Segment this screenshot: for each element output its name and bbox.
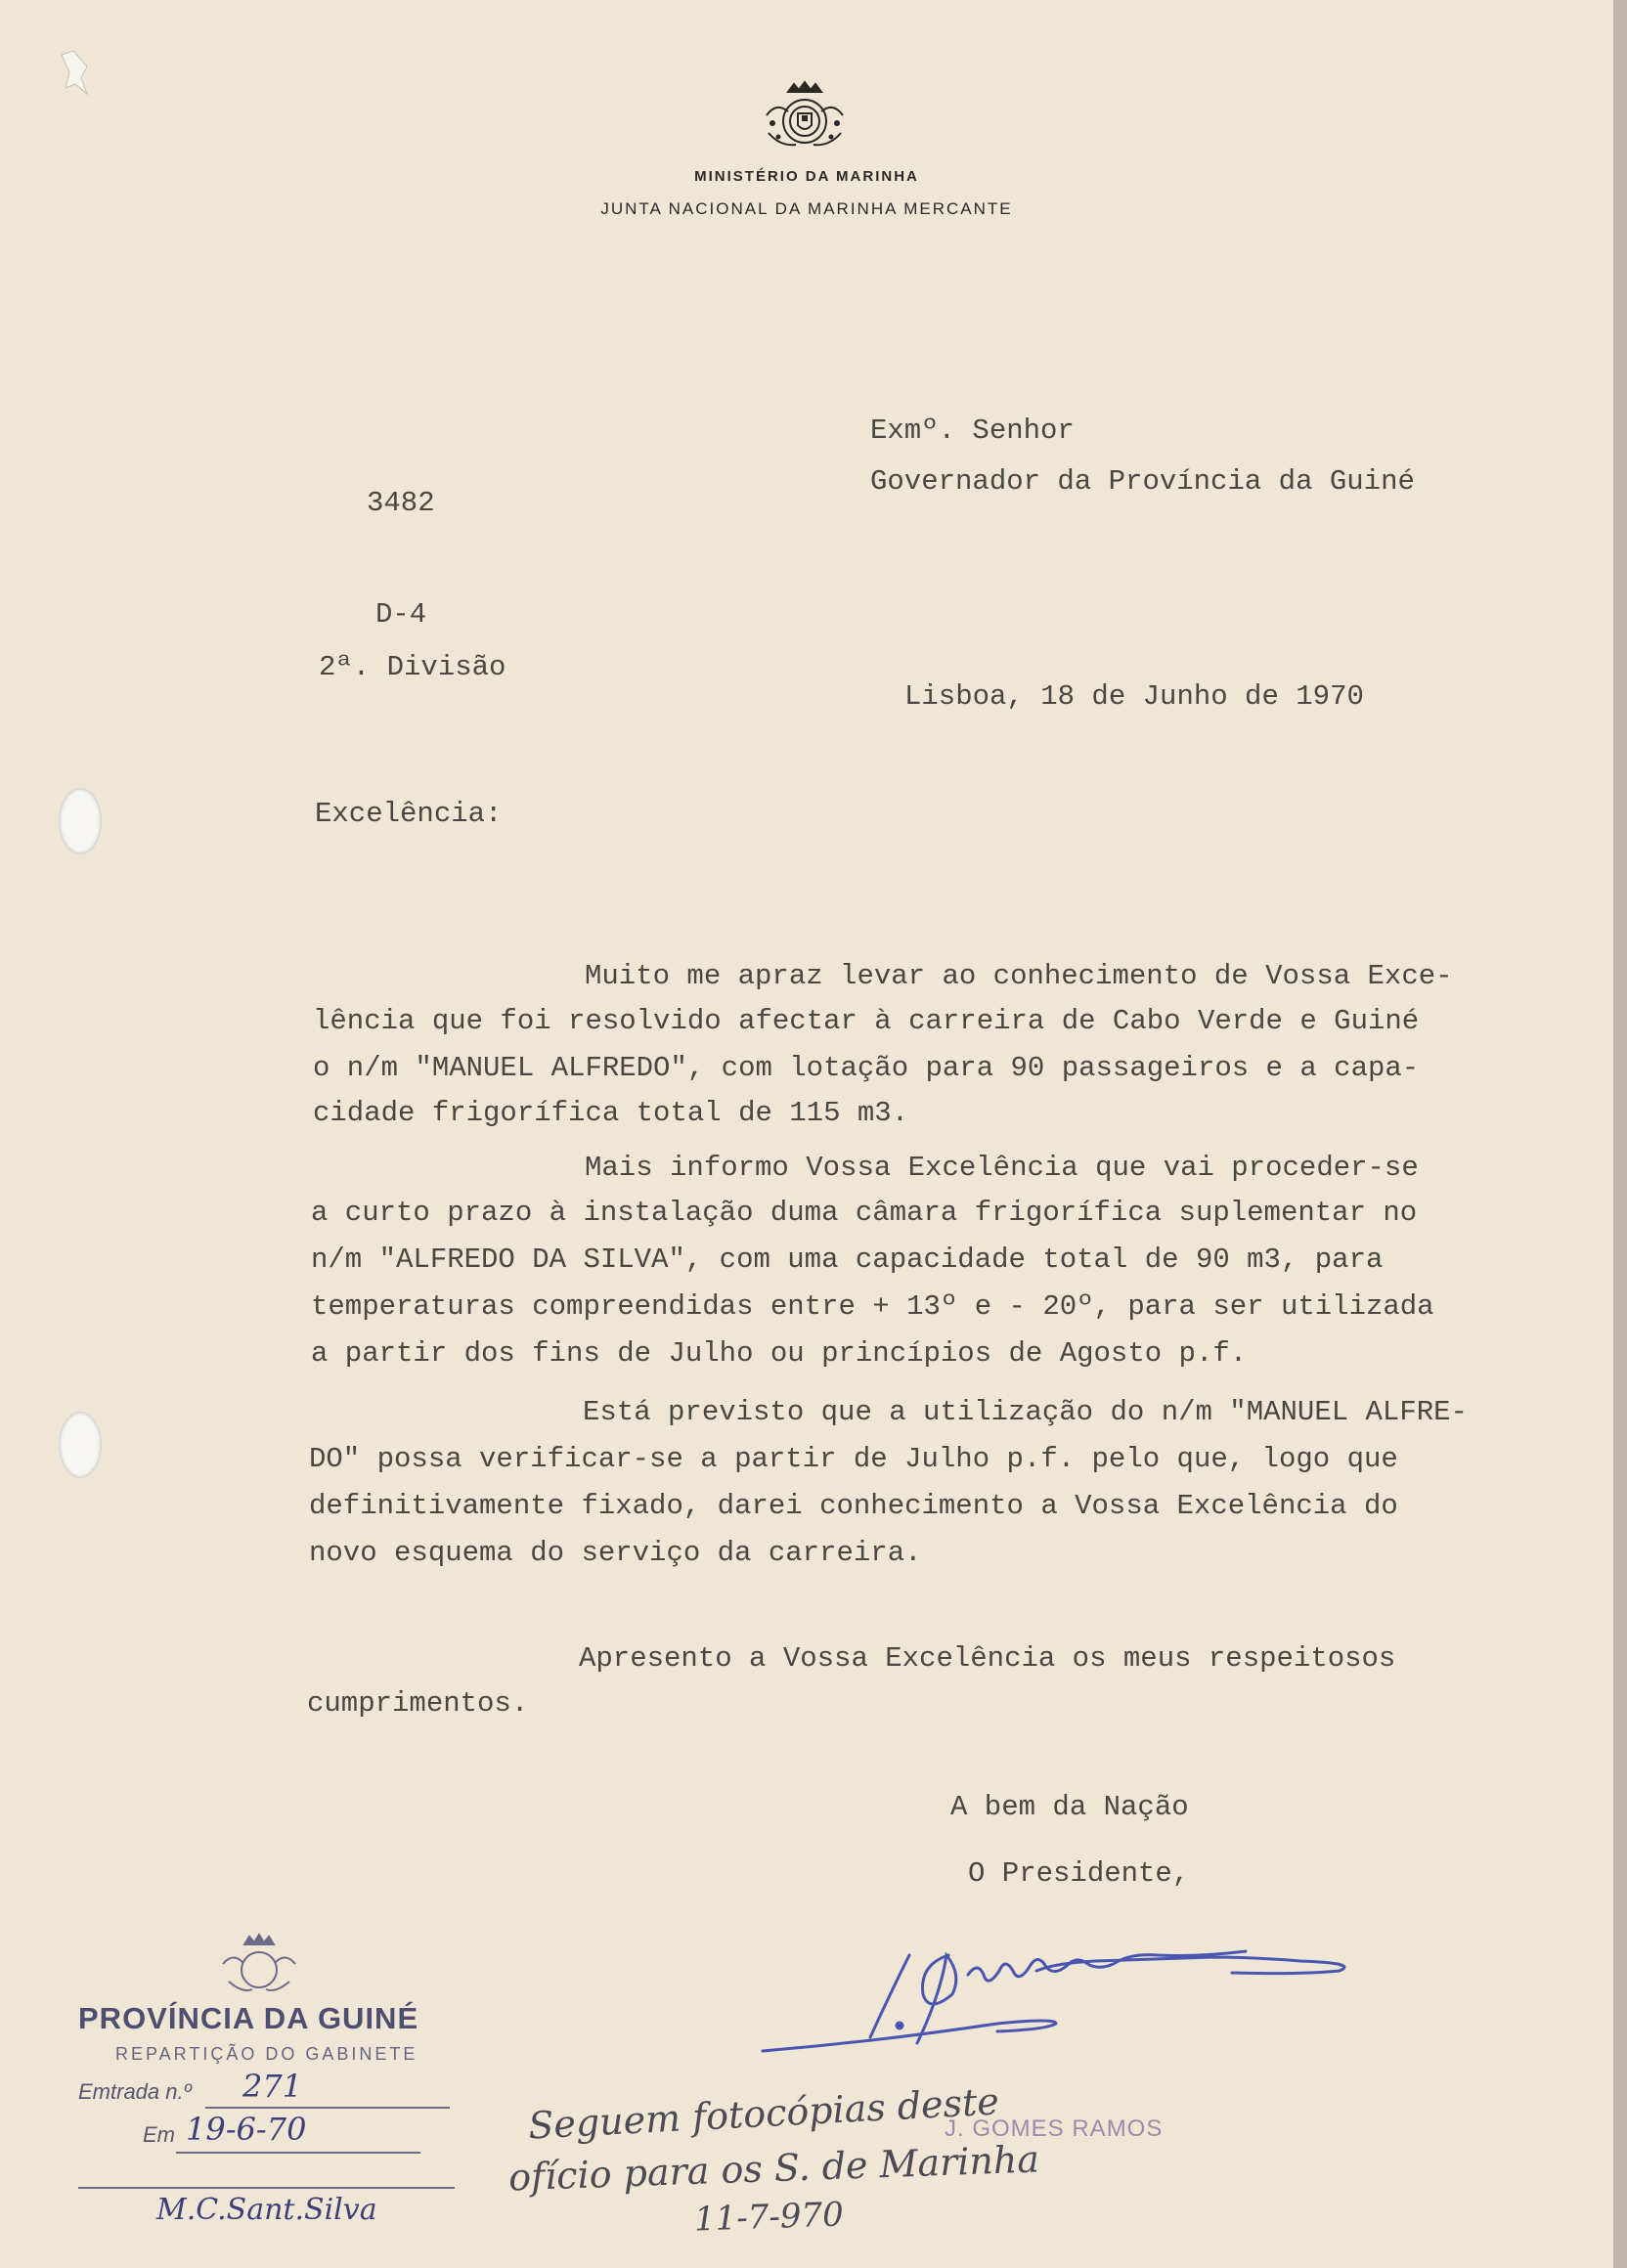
body-line: a partir dos fins de Julho ou princípios de Agosto p.f. (311, 1337, 1248, 1370)
stamp-entry-label: Emtrada n.º (78, 2079, 192, 2104)
body-line: Mais informo Vossa Excelência que vai proceder-se (585, 1152, 1419, 1184)
body-line: lência que foi resolvido afectar à carreira de Cabo Verde e Guiné (313, 1005, 1420, 1037)
place-date: Lisboa, 18 de Junho de 1970 (904, 680, 1364, 713)
stamp-divider (78, 2187, 455, 2189)
closing-line-1: Apresento a Vossa Excelência os meus respeitosos (579, 1642, 1396, 1675)
page-edge-shadow (1613, 0, 1627, 2268)
sign-off-line-2: O Presidente, (968, 1857, 1190, 1890)
punch-hole-top (59, 788, 102, 854)
addressee-line-1: Exmº. Senhor (870, 414, 1075, 447)
stamp-province: PROVÍNCIA DA GUINÉ (78, 2001, 419, 2035)
stamp-crest-icon (215, 1931, 303, 1997)
stamp-date-underline (176, 2152, 420, 2154)
coat-of-arms-icon (759, 76, 851, 158)
body-line: temperaturas compreendidas entre + 13º e - 20º, para ser utilizada (311, 1290, 1434, 1323)
stamp-date-value: 19-6-70 (186, 2111, 307, 2148)
body-line: novo esquema do serviço da carreira. (309, 1537, 922, 1569)
body-line: Está previsto que a utilização do n/m "MANUEL ALFRE- (583, 1396, 1468, 1428)
reference-code: D-4 (375, 598, 427, 631)
stamp-office: REPARTIÇÃO DO GABINETE (115, 2044, 418, 2064)
punch-hole-bottom (59, 1412, 102, 1478)
handwritten-note-date: 11-7-970 (693, 2195, 845, 2240)
signature-icon (743, 1916, 1447, 2082)
body-line: n/m "ALFREDO DA SILVA", com uma capacidade total de 90 m3, para (311, 1243, 1384, 1276)
signer-name-stamp: J. GOMES RAMOS (945, 2115, 1164, 2142)
body-line: a curto prazo à instalação duma câmara frigorífica suplementar no (311, 1197, 1418, 1229)
paper-tear-mark (54, 49, 93, 98)
stamp-entry-underline (205, 2107, 450, 2109)
handwritten-note-line-1: Seguem fotocópias deste (527, 2079, 1000, 2148)
body-line: definitivamente fixado, darei conhecimento a Vossa Excelência do (309, 1490, 1398, 1522)
addressee-line-2: Governador da Província da Guiné (870, 465, 1415, 498)
handwritten-note-line-2: ofício para os S. de Marinha (507, 2137, 1040, 2200)
salutation: Excelência: (315, 798, 503, 830)
letterhead-ministry: MINISTÉRIO DA MARINHA (694, 168, 919, 185)
body-line: Muito me apraz levar ao conhecimento de Vossa Exce- (585, 960, 1453, 992)
body-line: cidade frigorífica total de 115 m3. (313, 1097, 909, 1129)
body-line: DO" possa verificar-se a partir de Julho p.f. pelo que, logo que (309, 1443, 1398, 1475)
stamp-date-label: Em (143, 2122, 175, 2147)
closing-line-2: cumprimentos. (307, 1687, 529, 1720)
body-line: o n/m "MANUEL ALFREDO", com lotação para 90 passageiros e a capa- (313, 1052, 1420, 1084)
letterhead-junta: JUNTA NACIONAL DA MARINHA MERCANTE (600, 199, 1013, 218)
reference-division: 2ª. Divisão (319, 651, 506, 683)
stamp-entry-number: 271 (242, 2068, 303, 2105)
stamp-initials: M.C.Sant.Silva (156, 2193, 377, 2227)
sign-off-line-1: A bem da Nação (950, 1791, 1189, 1823)
reference-number: 3482 (367, 487, 435, 519)
entry-stamp (59, 1931, 469, 2263)
